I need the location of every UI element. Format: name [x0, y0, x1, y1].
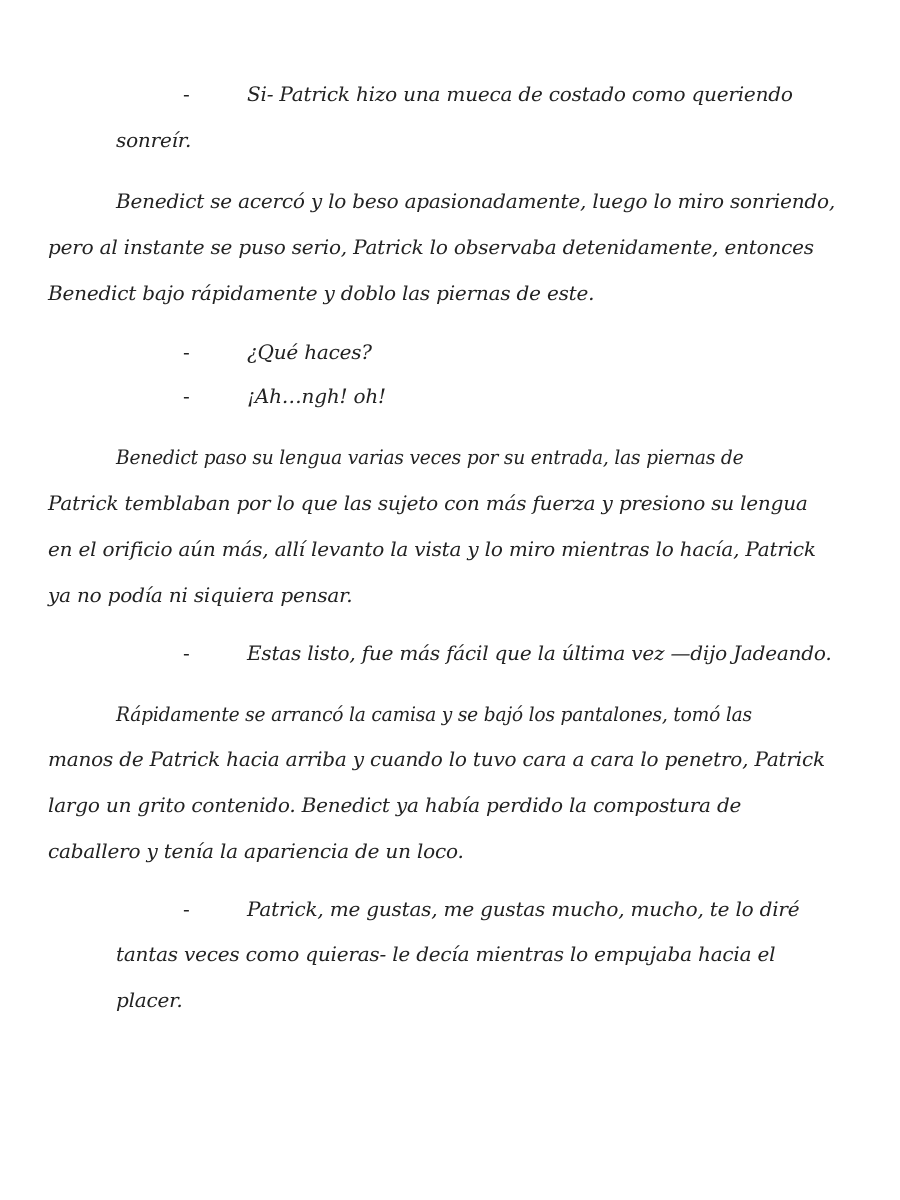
dialogue-dash: - [183, 82, 190, 106]
dialogue-line: ¡Ah…ngh! oh! [247, 384, 386, 408]
paragraph-line: Rápidamente se arrancó la camisa y se bajó los pantalones, tomó las [116, 702, 752, 726]
paragraph-line: largo un grito contenido. Benedict ya había perdido la compostura de [48, 793, 742, 817]
dialogue-dash: - [183, 897, 190, 921]
dialogue-dash: - [183, 641, 190, 665]
paragraph-line: Patrick temblaban por lo que las sujeto con más fuerza y presiono su lengua [48, 491, 808, 515]
paragraph-line: caballero y tenía la apariencia de un loco. [48, 839, 464, 863]
dialogue-line: Estas listo, fue más fácil que la última vez —dijo Jadeando. [247, 641, 832, 665]
dialogue-continuation: tantas veces como quieras- le decía mientras lo empujaba hacia el [116, 942, 776, 966]
paragraph-line: Benedict bajo rápidamente y doblo las piernas de este. [48, 281, 595, 305]
dialogue-continuation: sonreír. [116, 128, 192, 152]
paragraph-line: ya no podía ni siquiera pensar. [48, 583, 353, 607]
dialogue-dash: - [183, 340, 190, 364]
paragraph-line: Benedict paso su lengua varias veces por su entrada, las piernas de [116, 445, 744, 469]
dialogue-line: Si- Patrick hizo una mueca de costado como queriendo [247, 82, 793, 106]
paragraph-line: pero al instante se puso serio, Patrick lo observaba detenidamente, entonces [48, 235, 814, 259]
dialogue-line: Patrick, me gustas, me gustas mucho, mucho, te lo diré [247, 897, 800, 921]
paragraph-line: en el orificio aún más, allí levanto la vista y lo miro mientras lo hacía, Patrick [48, 537, 816, 561]
paragraph-line: manos de Patrick hacia arriba y cuando lo tuvo cara a cara lo penetro, Patrick [48, 747, 825, 771]
dialogue-continuation: placer. [116, 988, 183, 1012]
dialogue-dash: - [183, 384, 190, 408]
paragraph-line: Benedict se acercó y lo beso apasionadamente, luego lo miro sonriendo, [116, 189, 836, 213]
dialogue-line: ¿Qué haces? [247, 340, 372, 364]
